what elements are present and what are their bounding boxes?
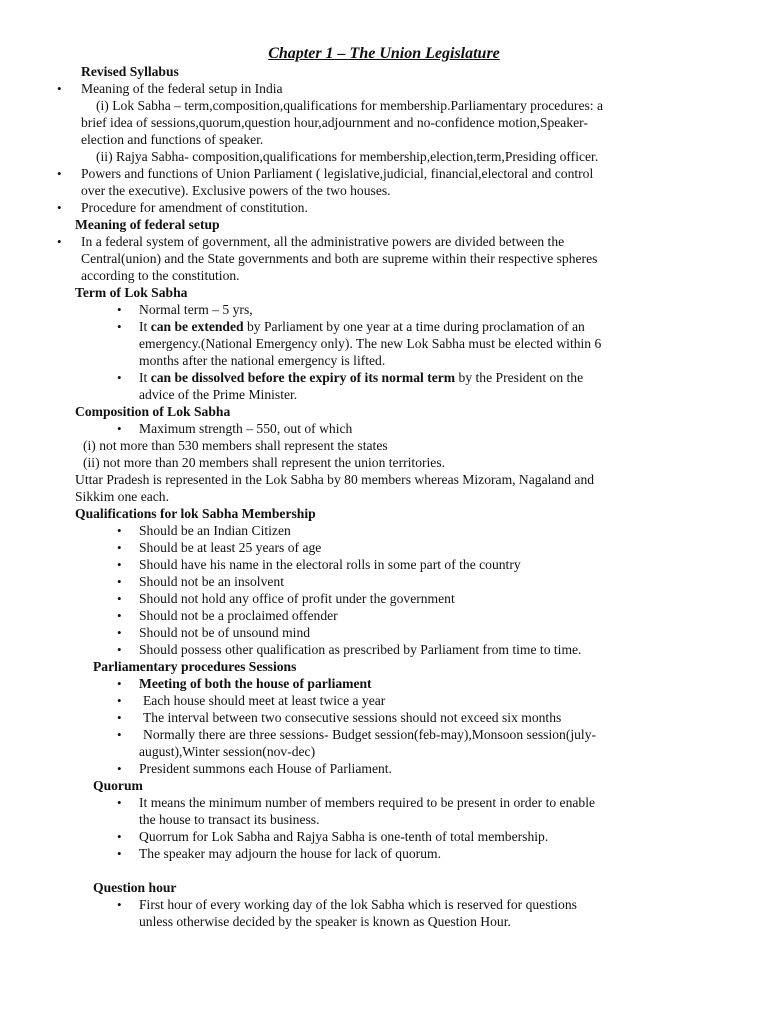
bullet-icon: • <box>57 234 62 249</box>
sessions-meeting-heading: Meeting of both the house of parliament <box>139 676 372 691</box>
syllabus-lok-sabha-line3: election and functions of speaker. <box>81 132 264 147</box>
qualification-item: Should be at least 25 years of age <box>139 540 322 555</box>
bullet-icon: • <box>57 81 62 96</box>
syllabus-rajya-sabha: (ii) Rajya Sabha- composition,qualifications for membership,election,term,Presiding officer. <box>96 149 599 164</box>
chapter-title: Chapter 1 – The Union Legislature <box>268 45 500 62</box>
qualification-item: Should not hold any office of profit under the government <box>139 591 455 606</box>
term-extended-line1 <box>139 318 585 335</box>
bullet-icon: • <box>117 625 122 640</box>
bullet-icon: • <box>117 897 122 912</box>
question-hour-line1: First hour of every working day of the lok Sabha which is reserved for questions <box>139 897 577 912</box>
federal-text-line2: Central(union) and the State governments and both are supreme within their respective spheres <box>81 251 598 266</box>
bullet-icon: • <box>57 200 62 215</box>
composition-states: (i) not more than 530 members shall represent the states <box>83 438 388 453</box>
sessions-item: Each house should meet at least twice a year <box>143 693 386 708</box>
bullet-icon: • <box>117 540 122 555</box>
sessions-item-line2: august),Winter session(nov-dec) <box>139 744 316 759</box>
federal-text-line1: In a federal system of government, all the administrative powers are divided between the <box>81 234 565 249</box>
bullet-icon: • <box>117 727 122 742</box>
bullet-icon: • <box>57 166 62 181</box>
term-normal: Normal term – 5 yrs, <box>139 302 253 317</box>
syllabus-lok-sabha-line1: (i) Lok Sabha – term,composition,qualifications for membership.Parliamentary procedures: a <box>96 98 603 113</box>
bullet-icon: • <box>117 693 122 708</box>
bullet-icon: • <box>117 557 122 572</box>
heading-question-hour: Question hour <box>93 880 177 895</box>
term-extended-emphasis: can be extended <box>150 319 244 334</box>
bullet-icon: • <box>117 591 122 606</box>
sessions-item-line1: Normally there are three sessions- Budget session(feb-may),Monsoon session(july- <box>143 727 597 742</box>
bullet-icon: • <box>117 302 122 317</box>
qualification-item: Should not be an insolvent <box>139 574 284 589</box>
bullet-icon: • <box>117 421 122 436</box>
term-dissolved-rest: by the President on the <box>455 370 584 385</box>
heading-parliamentary-procedures: Parliamentary procedures Sessions <box>93 659 297 674</box>
qualification-item: Should be an Indian Citizen <box>139 523 291 538</box>
bullet-icon: • <box>117 574 122 589</box>
qualification-item: Should possess other qualification as prescribed by Parliament from time to time. <box>139 642 582 657</box>
bullet-icon: • <box>117 710 122 725</box>
term-extended-prefix: It <box>139 319 151 334</box>
bullet-icon: • <box>117 642 122 657</box>
federal-text-line3: according to the constitution. <box>81 268 240 283</box>
quorum-definition-line1: It means the minimum number of members required to be present in order to enable <box>139 795 596 810</box>
bullet-icon: • <box>117 319 122 334</box>
bullet-icon: • <box>117 846 122 861</box>
heading-revised-syllabus: Revised Syllabus <box>81 64 179 79</box>
heading-federal-setup: Meaning of federal setup <box>75 217 220 232</box>
syllabus-item-federal: Meaning of the federal setup in India <box>81 81 283 96</box>
bullet-icon: • <box>117 370 122 385</box>
question-hour-line2: unless otherwise decided by the speaker is known as Question Hour. <box>139 914 511 929</box>
qualification-item: Should have his name in the electoral rolls in some part of the country <box>139 557 521 572</box>
quorum-definition-line2: the house to transact its business. <box>139 812 320 827</box>
heading-qualifications: Qualifications for lok Sabha Membership <box>75 506 316 521</box>
term-dissolved-line1 <box>139 369 583 386</box>
bullet-icon: • <box>117 523 122 538</box>
syllabus-amendment: Procedure for amendment of constitution. <box>81 200 308 215</box>
composition-up-line1: Uttar Pradesh is represented in the Lok Sabha by 80 members whereas Mizoram, Nagaland and <box>75 472 595 487</box>
bullet-icon: • <box>117 761 122 776</box>
syllabus-powers-line2: over the executive). Exclusive powers of the two houses. <box>81 183 391 198</box>
term-extended-line2: emergency.(National Emergency only). The new Lok Sabha must be elected within 6 <box>139 336 602 351</box>
syllabus-lok-sabha-line2: brief idea of sessions,quorum,question hour,adjournment and no-confidence motion,Speaker- <box>81 115 588 130</box>
heading-term: Term of Lok Sabha <box>75 285 188 300</box>
sessions-item: The interval between two consecutive sessions should not exceed six months <box>143 710 562 725</box>
bullet-icon: • <box>117 676 122 691</box>
composition-max-strength: Maximum strength – 550, out of which <box>139 421 353 436</box>
quorum-item: The speaker may adjourn the house for lack of quorum. <box>139 846 441 861</box>
heading-quorum: Quorum <box>93 778 143 793</box>
bullet-icon: • <box>117 608 122 623</box>
term-dissolved-prefix: It <box>139 370 151 385</box>
term-extended-rest: by Parliament by one year at a time during proclamation of an <box>243 319 585 334</box>
bullet-icon: • <box>117 795 122 810</box>
term-dissolved-emphasis: can be dissolved before the expiry of its normal term <box>150 370 456 385</box>
term-extended-line3: months after the national emergency is lifted. <box>139 353 386 368</box>
bullet-icon: • <box>117 829 122 844</box>
sessions-item: President summons each House of Parliament. <box>139 761 392 776</box>
composition-up-line2: Sikkim one each. <box>75 489 170 504</box>
qualification-item: Should not be of unsound mind <box>139 625 311 640</box>
term-dissolved-line2: advice of the Prime Minister. <box>139 387 298 402</box>
heading-composition: Composition of Lok Sabha <box>75 404 231 419</box>
qualification-item: Should not be a proclaimed offender <box>139 608 338 623</box>
composition-union-territories: (ii) not more than 20 members shall represent the union territories. <box>83 455 446 470</box>
quorum-item: Quorrum for Lok Sabha and Rajya Sabha is one-tenth of total membership. <box>139 829 549 844</box>
syllabus-powers-line1: Powers and functions of Union Parliament ( legislative,judicial, financial,electoral and control <box>81 166 594 181</box>
